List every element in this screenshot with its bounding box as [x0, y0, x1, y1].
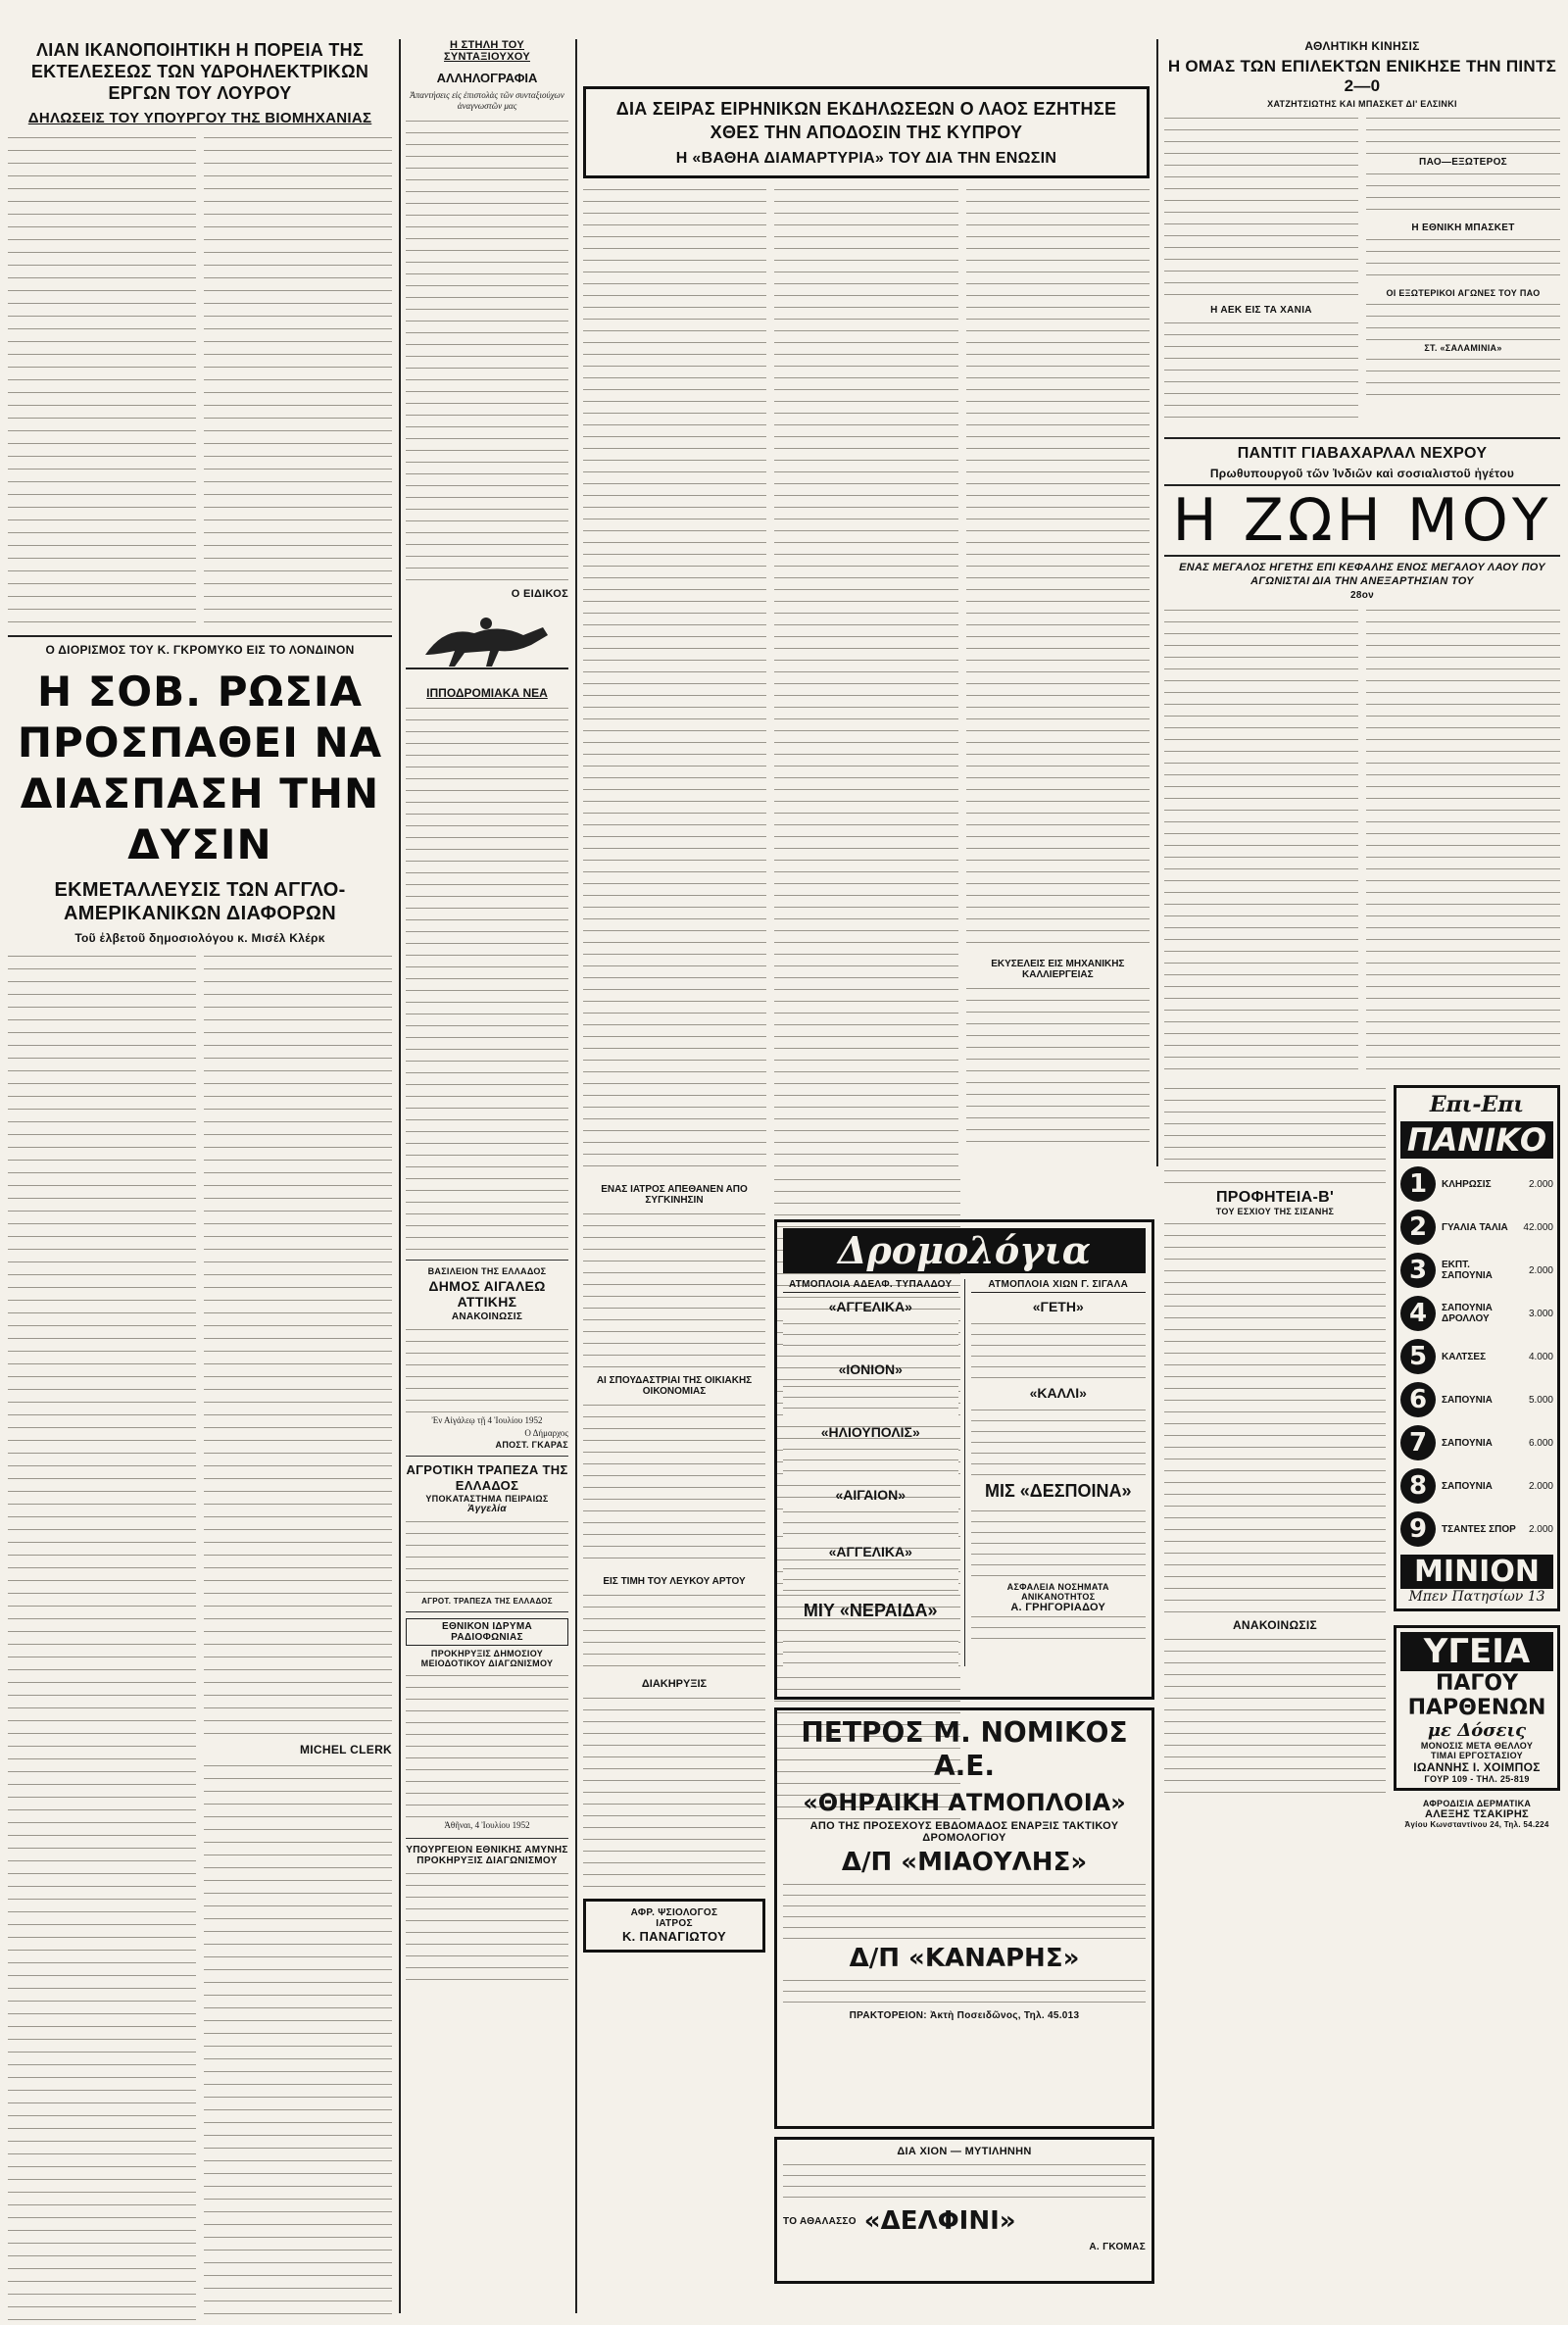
right-column [1164, 39, 1560, 1829]
lotto-ad [1394, 1085, 1560, 1611]
lotto-label: ΣΑΠΟΥΝΙΑ [1442, 1480, 1493, 1492]
derma-title: ΑΦΡΟΔΙΣΙΑ ΔΕΡΜΑΤΙΚΑ [1422, 1799, 1532, 1808]
sports-text [1366, 115, 1560, 427]
basket-title: Η ΕΘΝΙΚΗ ΜΠΑΣΚΕΤ [1411, 223, 1515, 233]
thira-title: «ΘΗΡΑΙΚΗ ΑΤΜΟΠΛΟΙΑ» [803, 1789, 1126, 1816]
notice-name: ΑΠΟΣΤ. ΓΚΑΡΑΣ [495, 1440, 568, 1450]
nehru-sub: Πρωθυπουργοῦ τῶν Ἰνδιῶν καὶ σοσιαλιστοῦ ἡγέτου [1164, 467, 1560, 486]
lotto-list [1400, 1162, 1553, 1551]
sports-kicker: ΑΘΛΗΤΙΚΗ ΚΙΝΗΣΙΣ [1304, 39, 1420, 53]
notice-label: ΑΝΑΚΟΙΝΩΣΙΣ [451, 1311, 523, 1322]
delfini-title: «ΔΕΛΦΙΝΙ» [863, 2206, 1016, 2236]
route: ΔΙΑ ΧΙΟΝ — ΜΥΤΙΛΗΝΗΝ [897, 2146, 1032, 2157]
article-text [8, 953, 196, 2325]
article-text [204, 953, 392, 2325]
lotto-number: 6 [1400, 1382, 1436, 1417]
lotto-row [1400, 1162, 1553, 1206]
delfini-agent: Α. ΓΚΟΜΑΣ [1089, 2242, 1146, 2252]
tender-title: ΔΙΑΚΗΡΥΞΙΣ [641, 1678, 708, 1690]
kicker: Ο ΔΙΟΡΙΣΜΟΣ ΤΟΥ Κ. ΓΚΡΟΜΥΚΟ ΕΙΣ ΤΟ ΛΟΝΔΙΝΟΝ [45, 643, 355, 657]
prophecy-title: ΠΡΟΦΗΤΕΙΑ-Β' [1215, 1189, 1335, 1206]
lotto-label: ΕΚΠΤ. ΣΑΠΟΥΝΙΑ [1442, 1260, 1493, 1281]
schedules-title: Δρομολόγια [783, 1228, 1146, 1273]
column-title: Η ΣΤΗΛΗ ΤΟΥ ΣΥΝΤΑΞΙΟΥΧΟΥ [444, 39, 530, 63]
lotto-row [1400, 1335, 1553, 1378]
lead-subhead: ΔΗΛΩΣΕΙΣ ΤΟΥ ΥΠΟΥΡΓΟΥ ΤΗΣ ΒΙΟΜΗΧΑΝΙΑΣ [27, 110, 372, 126]
sports-text [1164, 115, 1358, 427]
doctor-ad-line1: ΑΦΡ. ΨΣΙΟΛΟΓΟΣ [630, 1907, 718, 1918]
farming-title: ΕΚΥΣΕΛΕΙΣ ΕΙΣ ΜΗΧΑΝΙΚΗΣ ΚΑΛΛΙΕΡΓΕΙΑΣ [991, 959, 1125, 980]
lotto-label: ΣΑΠΟΥΝΙΑ ΔΡΟΛΛΟΥ [1442, 1303, 1493, 1324]
minion-logo: ΜΙΝΙΟΝ [1400, 1555, 1553, 1589]
schedules-box [774, 1219, 1154, 1700]
aek-title: Η ΑΕΚ ΕΙΣ ΤΑ ΧΑΝΙΑ [1210, 305, 1312, 316]
pao-title: ΠΑΟ—ΕΞΩΤΕΡΟΣ [1419, 157, 1507, 168]
sports-sub: ΧΑΤΖΗΤΣΙΩΤΗΣ ΚΑΙ ΜΠΑΣΚΕΤ ΔΙ' ΕΛΣΙΝΚΙ [1267, 99, 1457, 109]
left-column [8, 39, 392, 2325]
insurance-name: Α. ΓΡΗΓΟΡΙΑΔΟΥ [1010, 1602, 1106, 1613]
ship-name: «ΚΑΛΛΙ» [1029, 1385, 1087, 1401]
lotto-amount: 5.000 [1528, 1394, 1553, 1406]
ship-name: «ΓΕΤΗ» [1032, 1299, 1084, 1314]
ship-name: «ΑΙΓΑΙΟΝ» [835, 1487, 906, 1503]
lotto-amount: 2.000 [1528, 1178, 1553, 1190]
racing-text [406, 705, 568, 1254]
bank-signature: ΑΓΡΟΤ. ΤΡΑΠΕΖΑ ΤΗΣ ΕΛΛΑΔΟΣ [421, 1597, 553, 1606]
lotto-number: 8 [1400, 1468, 1436, 1504]
cyprus-subheadline: Η «ΒΑΘΗΑ ΔΙΑΜΑΡΤΥΡΙΑ» ΤΟΥ ΔΙΑ ΤΗΝ ΕΝΩΣΙΝ [675, 150, 1057, 167]
nehru-text [1164, 607, 1358, 1077]
lotto-label: ΓΥΑΛΙΑ ΤΑΛΙΑ [1442, 1221, 1508, 1233]
defense-text [406, 1870, 568, 1988]
nomikos-title: ΠΕΤΡΟΣ Μ. ΝΟΜΙΚΟΣ Α.Ε. [801, 1716, 1128, 1782]
byline: Τοῦ ἐλβετοῦ δημοσιολόγου κ. Μισέλ Κλέρκ [74, 931, 325, 945]
letters-title: ΑΛΛΗΛΟΓΡΑΦΙΑ [436, 71, 538, 85]
lotto-amount: 2.000 [1528, 1264, 1553, 1276]
letters-intro: Ἀπαντήσεις εἰς ἐπιστολὰς τῶν συνταξιούχων ἀναγνωστῶν μας [410, 90, 564, 111]
ice-parthenon: ΠΑΡΘΕΝΩΝ [1407, 1696, 1546, 1720]
lotto-label: ΣΑΠΟΥΝΙΑ [1442, 1394, 1493, 1406]
cyprus-headline: ΔΙΑ ΣΕΙΡΑΣ ΕΙΡΗΝΙΚΩΝ ΕΚΔΗΛΩΣΕΩΝ Ο ΛΑΟΣ ΕΖΗΤΗΣΕ ΧΘΕΣ ΤΗΝ ΑΠΟΔΟΣΙΝ ΤΗΣ ΚΥΠΡΟΥ [615, 99, 1117, 142]
doctor-ad-line2: ΙΑΤΡΟΣ [656, 1918, 693, 1929]
bank-text [406, 1518, 568, 1597]
nehru-kicker: ΠΑΝΤΙΤ ΓΙΑΒΑΧΑΡΛΑΛ ΝΕΧΡΟΥ [1237, 445, 1488, 462]
ship-name: «ΙΟΝΙΟΝ» [838, 1361, 903, 1377]
main-subheadline: ΕΚΜΕΤΑΛΛΕΥΣΙΣ ΤΩΝ ΑΓΓΛΟ-ΑΜΕΡΙΚΑΝΙΚΩΝ ΔΙΑΦΟΡΩΝ [54, 879, 346, 924]
main-headline: Η ΣΟΒ. ΡΩΣΙΑ ΠΡΟΣΠΑΘΕΙ ΝΑ ΔΙΑΣΠΑΣΗ ΤΗΝ ΔΥΣΙΝ [17, 668, 383, 868]
defense-title: ΥΠΟΥΡΓΕΙΟΝ ΕΘΝΙΚΗΣ ΑΜΥΝΗΣ [406, 1845, 568, 1855]
lotto-label: ΚΛΗΡΩΣΙΣ [1442, 1178, 1492, 1190]
ship-name: «ΑΓΓΕΛΙΚΑ» [828, 1299, 912, 1314]
ship-name: ΜΙΥ «ΝΕΡΑΙΔΑ» [803, 1601, 938, 1620]
lotto-number: 1 [1400, 1166, 1436, 1202]
radio-title: ΕΘΝΙΚΟΝ ΙΔΡΥΜΑ ΡΑΔΙΟΦΩΝΙΑΣ [406, 1618, 568, 1646]
radio-text [406, 1672, 568, 1819]
schedule-left-title: ΑΤΜΟΠΛΟΙΑ ΑΔΕΛΦ. ΤΥΠΑΛΔΟΥ [783, 1279, 958, 1293]
ice-phone: ΓΟΥΡ 109 - ΤΗΛ. 25-819 [1424, 1774, 1530, 1784]
students-title: ΑΙ ΣΠΟΥΔΑΣΤΡΙΑΙ ΤΗΣ ΟΙΚΙΑΚΗΣ ΟΙΚΟΝΟΜΙΑΣ [596, 1375, 753, 1397]
lotto-amount: 3.000 [1528, 1308, 1553, 1319]
bank-title: ΑΓΡΟΤΙΚΗ ΤΡΑΠΕΖΑ ΤΗΣ ΕΛΛΑΔΟΣ [406, 1462, 568, 1493]
nehru-desc: ΕΝΑΣ ΜΕΓΑΛΟΣ ΗΓΕΤΗΣ ΕΠΙ ΚΕΦΑΛΗΣ ΕΝΟΣ ΜΕΓΑΛΟΥ ΛΑΟΥ ΠΟΥ ΑΓΩΝΙΣΤΑΙ ΔΙΑ ΤΗΝ ΑΝΕΞΑΡΤΗΣΙΑΝ ΤΟΥ [1164, 555, 1560, 588]
lotto-row [1400, 1464, 1553, 1508]
lotto-label: ΚΑΛΤΣΕΣ [1442, 1351, 1487, 1362]
column-rule [1156, 39, 1158, 1166]
article-text [204, 134, 392, 629]
article-signature: MICHEL CLERK [299, 1743, 392, 1756]
lotto-number: 7 [1400, 1425, 1436, 1460]
racing-title: ΙΠΠΟΔΡΟΜΙΑΚΑ ΝΕΑ [426, 686, 548, 700]
kanaris-title: Δ/Π «ΚΑΝΑΡΗΣ» [849, 1944, 1080, 1973]
cyprus-text [966, 186, 1150, 1166]
lotto-label: ΤΣΑΝΤΕΣ ΣΠΟΡ [1442, 1523, 1516, 1535]
ice-ad [1394, 1625, 1560, 1791]
nomikos-ad [774, 1707, 1154, 2129]
cyprus-text [774, 186, 957, 1166]
ship-name: ΜΙΣ «ΔΕΣΠΟΙΝΑ» [984, 1481, 1132, 1501]
prophecy-text [1164, 1220, 1386, 1612]
nehru-part: 28ον [1350, 590, 1374, 601]
lotto-number: 4 [1400, 1296, 1436, 1331]
notice-date: Ἐν Αἰγάλεῳ τῇ 4 Ἰουλίου 1952 [431, 1415, 543, 1425]
salamis-title: ΣΤ. «ΣΑΛΑΜΙΝΙΑ» [1424, 343, 1502, 353]
lotto-number: 2 [1400, 1210, 1436, 1245]
bank-sub: ΥΠΟΚΑΤΑΣΤΗΜΑ ΠΕΙΡΑΙΩΣ [425, 1494, 549, 1504]
lotto-name: ΠΑΝΙΚΟ [1400, 1121, 1553, 1159]
lotto-row [1400, 1292, 1553, 1335]
lotto-row [1400, 1206, 1553, 1249]
agents: ΠΡΑΚΤΟΡΕΙΟΝ: Ἀκτὴ Ποσειδῶνος, Τηλ. 45.013 [849, 2010, 1080, 2021]
announce-text [1164, 1636, 1386, 1793]
doctor-ad-name: Κ. ΠΑΝΑΓΙΩΤΟΥ [621, 1929, 727, 1944]
insurance-title: ΑΣΦΑΛΕΙΑ ΝΟΣΗΜΑΤΑ ΑΝΙΚΑΝΟΤΗΤΟΣ [1006, 1582, 1109, 1602]
column-rule [399, 39, 401, 2313]
nehru-text [1366, 607, 1560, 1077]
prophecy-sub: ΤΟΥ ΕΣΧΙΟΥ ΤΗΣ ΣΙΣΑΝΗΣ [1215, 1207, 1335, 1216]
delfini-pre: ΤΟ ΑΘΑΛΑΣΣΟ [783, 2215, 857, 2227]
ship-name: «ΑΓΓΕΛΙΚΑ» [828, 1544, 912, 1559]
nehru-title: Η ΖΩΗ ΜΟΥ [1172, 486, 1552, 555]
notice-title: ΔΗΜΟΣ ΑΙΓΑΛΕΩ ΑΤΤΙΚΗΣ [428, 1278, 546, 1310]
lotto-label: ΣΑΠΟΥΝΙΑ [1442, 1437, 1493, 1449]
ice-line2: ΤΙΜΑΙ ΕΡΓΟΣΤΑΣΙΟΥ [1431, 1751, 1523, 1760]
derma-name: ΑΛΕΞΗΣ ΤΣΑΚΙΡΗΣ [1425, 1808, 1529, 1820]
ship-name: «ΗΛΙΟΥΠΟΛΙΣ» [820, 1424, 920, 1440]
defense-label: ΠΡΟΚΗΡΥΞΙΣ ΔΙΑΓΩΝΙΣΜΟΥ [416, 1855, 558, 1866]
article-text [8, 134, 196, 629]
lotto-row [1400, 1508, 1553, 1551]
lotto-number: 3 [1400, 1253, 1436, 1288]
radio-sub: ΠΡΟΚΗΡΥΞΙΣ ΔΗΜΟΣΙΟΥ ΜΕΙΟΔΟΤΙΚΟΥ ΔΙΑΓΩΝΙΣΜΟΥ [420, 1649, 554, 1668]
announce-title: ΑΝΑΚΟΙΝΩΣΙΣ [1232, 1618, 1318, 1632]
cyprus-text [583, 186, 766, 1166]
column-rule [575, 39, 577, 2313]
derma-address: Ἀγίου Κωνσταντίνου 24, Τηλ. 54.224 [1404, 1820, 1549, 1829]
lotto-amount: 6.000 [1528, 1437, 1553, 1449]
foreign-title: ΟΙ ΕΞΩΤΕΡΙΚΟΙ ΑΓΩΝΕΣ ΤΟΥ ΠΑΟ [1386, 288, 1541, 298]
ice-ygeia: ΥΓΕΙΑ [1400, 1632, 1553, 1671]
ice-line1: ΜΟΝΟΣΙΣ ΜΕΤΑ ΘΕΛΛΟΥ [1420, 1741, 1534, 1751]
doctor-death-title: ΕΝΑΣ ΙΑΤΡΟΣ ΑΠΕΘΑΝΕΝ ΑΠΟ ΣΥΓΚΙΝΗΣΙΝ [601, 1184, 748, 1206]
letters-text [406, 118, 568, 588]
notice-text [406, 1326, 568, 1414]
lotto-number: 9 [1400, 1511, 1436, 1547]
lotto-amount: 2.000 [1528, 1523, 1553, 1535]
center-column [583, 39, 1150, 1166]
lead-headline: ΛΙΑΝ ΙΚΑΝΟΠΟΙΗΤΙΚΗ Η ΠΟΡΕΙΑ ΤΗΣ ΕΚΤΕΛΕΣΕΩΣ ΤΩΝ ΥΔΡΟΗΛΕΚΤΡΙΚΩΝ ΕΡΓΩΝ ΤΟΥ ΛΟΥΡΟΥ [30, 40, 369, 103]
notice-org: ΒΑΣΙΛΕΙΟΝ ΤΗΣ ΕΛΛΑΔΟΣ [427, 1266, 547, 1276]
prophecy-text-top [1164, 1085, 1386, 1183]
lotto-row [1400, 1378, 1553, 1421]
lotto-amount: 42.000 [1523, 1221, 1553, 1233]
ice-pagou: ΠΑΓΟΥ [1435, 1671, 1519, 1696]
lotto-top: Επι-Επι [1429, 1092, 1525, 1117]
second-column [406, 39, 568, 1988]
lotto-row [1400, 1421, 1553, 1464]
ice-name: ΙΩΑΝΝΗΣ Ι. ΧΟΙΜΠΟΣ [1413, 1760, 1541, 1774]
schedule-right [971, 1279, 1147, 1666]
thira-sub: ΑΠΟ ΤΗΣ ΠΡΟΣΕΧΟΥΣ ΕΒΔΟΜΑΔΟΣ ΕΝΑΡΞΙΣ ΤΑΚΤΙΚΟΥ ΔΡΟΜΟΛΟΓΙΟΥ [809, 1820, 1119, 1844]
lotto-number: 5 [1400, 1339, 1436, 1374]
lotto-row [1400, 1249, 1553, 1292]
bank-label: Ἀγγελία [467, 1504, 507, 1514]
letters-signature: Ο ΕΙΔΙΚΟΣ [511, 588, 568, 600]
schedule-left [783, 1279, 958, 1666]
bread-title: ΕΙΣ ΤΙΜΗ ΤΟΥ ΛΕΥΚΟΥ ΑΡΤΟΥ [603, 1576, 746, 1587]
schedule-right-title: ΑΤΜΟΠΛΟΙΑ ΧΙΩΝ Γ. ΣΙΓΑΛΑ [971, 1279, 1147, 1293]
miaoulis-title: Δ/Π «ΜΙΑΟΥΛΗΣ» [841, 1848, 1088, 1877]
minion-address: Μπεν Πατησίων 13 [1408, 1589, 1545, 1605]
lotto-amount: 2.000 [1528, 1480, 1553, 1492]
horse-racing-illustration [406, 606, 568, 674]
lotto-amount: 4.000 [1528, 1351, 1553, 1362]
sports-title: Η ΟΜΑΣ ΤΩΝ ΕΠΙΛΕΚΤΩΝ ΕΝΙΚΗΣΕ ΤΗΝ ΠΙΝΤΣ 2—0 [1167, 57, 1557, 95]
notice-role: Ο Δήμαρχος [524, 1428, 568, 1438]
center-left-subcolumn [583, 1176, 765, 1960]
radio-date: Ἀθῆναι, 4 Ἰουλίου 1952 [444, 1820, 530, 1830]
delfini-ad [774, 2137, 1154, 2284]
ice-doseis: με Δόσεις [1427, 1720, 1527, 1741]
